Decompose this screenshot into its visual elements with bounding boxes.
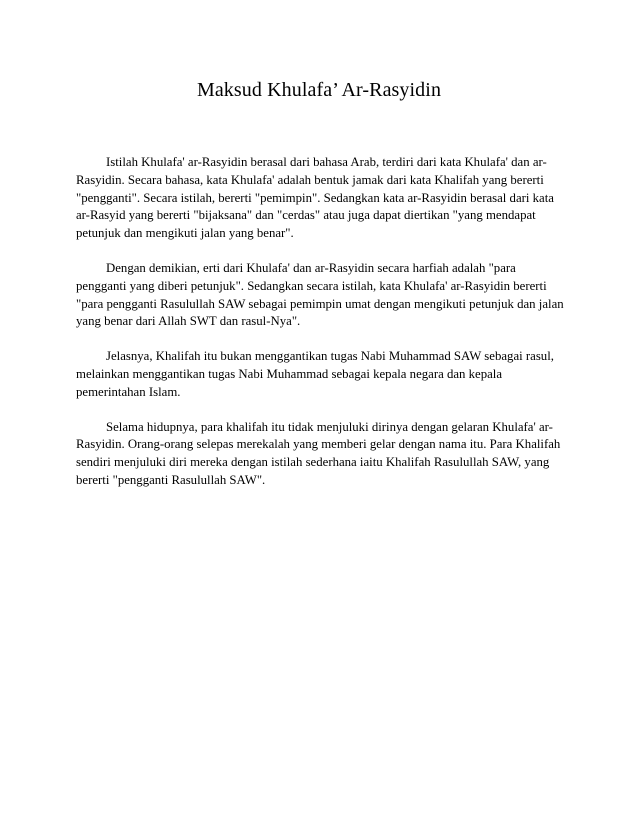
paragraph-3: Jelasnya, Khalifah itu bukan menggantikan tugas Nabi Muhammad SAW sebagai rasul, melainkan menggantikan tugas Nabi Muhammad sebagai kepala negara dan kepala pemerintahan Islam. [76,349,554,399]
document-body [76,154,566,507]
paragraph-1: Istilah Khulafa' ar-Rasyidin berasal dari bahasa Arab, terdiri dari kata Khulafa' dan ar-Rasyidin. Secara bahasa, kata Khulafa' adalah bentuk jamak dari kata Khalifah yang bererti "pengganti". Secara istilah, bererti "pemimpin". Sedangkan kata ar-Rasyidin berasal dari kata ar-Rasyid yang bererti "bijaksana" dan "cerdas" atau juga dapat diertikan "yang mendapat petunjuk dan mengikuti jalan yang benar". [76,155,554,241]
document-title: Maksud Khulafa’ Ar-Rasyidin [196,79,442,101]
paragraph-4: Selama hidupnya, para khalifah itu tidak menjuluki dirinya dengan gelaran Khulafa' ar-Rasyidin. Orang-orang selepas merekalah yang memberi gelar dengan nama itu. Para Khalifah sendiri menjuluki diri mereka dengan istilah sederhana iaitu Khalifah Rasulullah SAW, yang bererti "pengganti Rasulullah SAW". [76,419,561,487]
paragraph-2: Dengan demikian, erti dari Khulafa' dan ar-Rasyidin secara harfiah adalah "para pengganti yang diberi petunjuk". Sedangkan secara istilah, kata Khulafa' ar-Rasyidin bererti "para pengganti Rasulullah SAW sebagai pemimpin umat dengan mengikuti petunjuk dan jalan yang benar dari Allah SWT dan rasul-Nya". [76,260,564,329]
